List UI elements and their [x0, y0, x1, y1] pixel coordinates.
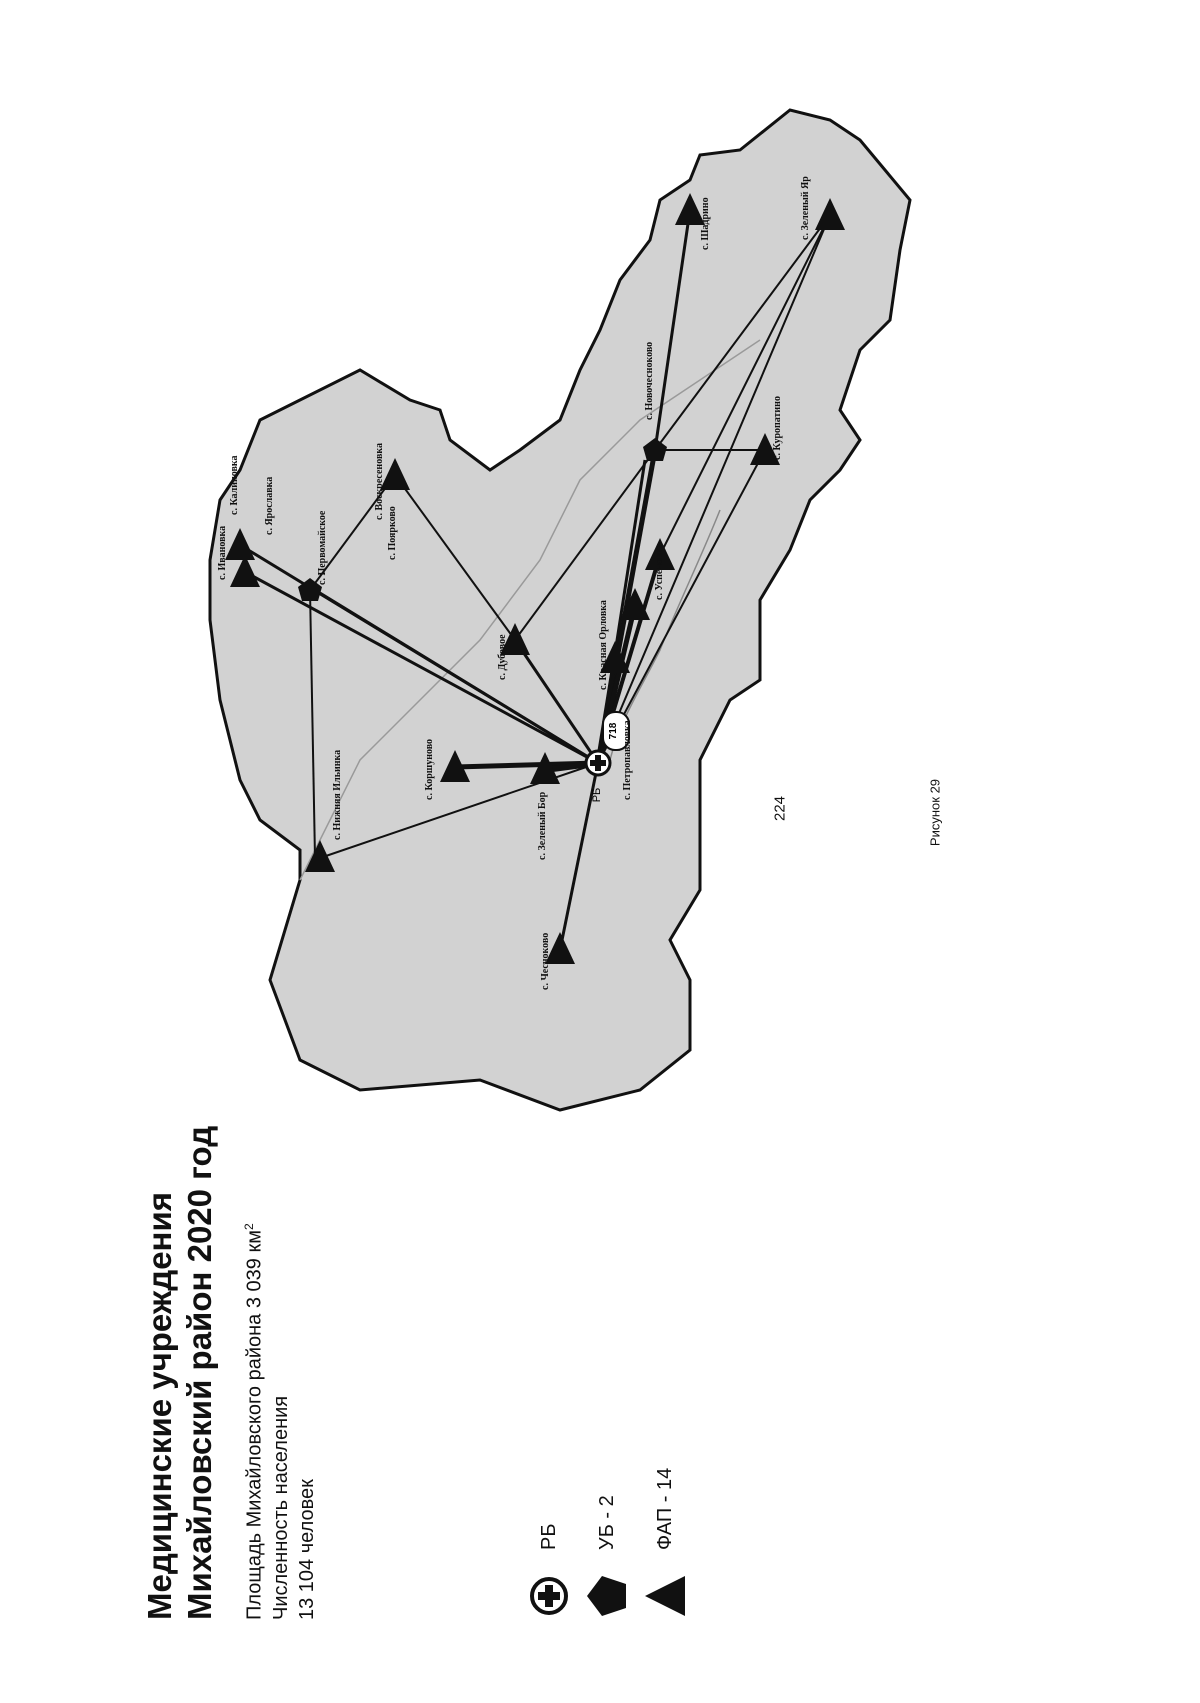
- page-title-line2: Михайловский район 2020 год: [181, 1125, 218, 1620]
- legend-item-ub: [578, 1468, 636, 1620]
- area-sup: 2: [242, 1223, 256, 1231]
- figure-caption: Рисунок 29: [927, 778, 943, 847]
- place-label: с. Ярославка: [264, 476, 275, 535]
- area-prefix: Площадь Михайловского района 3 039 км: [243, 1230, 266, 1620]
- population-value: 13 104 человек: [295, 1479, 318, 1620]
- info-panel: [140, 620, 780, 1620]
- place-label: с. Красная Орловка: [598, 600, 609, 690]
- legend-label-fap: ФАП - 14: [653, 1467, 676, 1550]
- hospital-cross-icon: [525, 1572, 573, 1620]
- legend: [520, 1468, 694, 1620]
- place-label: с. Зеленый Бор: [537, 791, 548, 860]
- page-number: 224: [771, 795, 789, 822]
- legend-label-ub: УБ - 2: [595, 1495, 618, 1550]
- legend-label-rb: РБ: [537, 1523, 560, 1550]
- place-label: с. Новочесноково: [644, 341, 655, 420]
- pentagon-icon: [583, 1572, 631, 1620]
- place-label: с. Успеновка: [654, 543, 665, 600]
- place-label: с. Дубовое: [497, 634, 508, 680]
- district-stats: [236, 620, 320, 1620]
- area-text: [236, 620, 268, 1620]
- triangle-icon: [641, 1572, 689, 1620]
- hub-label: РБ: [591, 787, 603, 803]
- place-label: с. Первомайское: [317, 510, 328, 585]
- place-label: с. Воскресеновка: [374, 443, 385, 520]
- road-label: 718: [608, 722, 619, 740]
- population-label: Численность населения: [269, 1395, 292, 1620]
- page-title-line1: Медицинские учреждения: [141, 1191, 178, 1620]
- place-label: с. Петропавловка: [622, 720, 633, 800]
- place-label: с. Коршуново: [424, 738, 435, 800]
- place-label: с. Чесноково: [540, 932, 551, 990]
- place-label: с. Зеленый Яр: [800, 176, 811, 240]
- place-label: с. Поярково: [387, 506, 398, 560]
- place-label: с. Нижняя Ильинка: [332, 749, 343, 840]
- place-label: с. Калиновка: [229, 455, 240, 515]
- place-label: с. Шадрино: [700, 197, 711, 250]
- place-label: с. Куропатино: [772, 396, 783, 460]
- place-label: с. Ивановка: [217, 525, 228, 580]
- legend-item-rb: [520, 1468, 578, 1620]
- legend-item-fap: [636, 1468, 694, 1620]
